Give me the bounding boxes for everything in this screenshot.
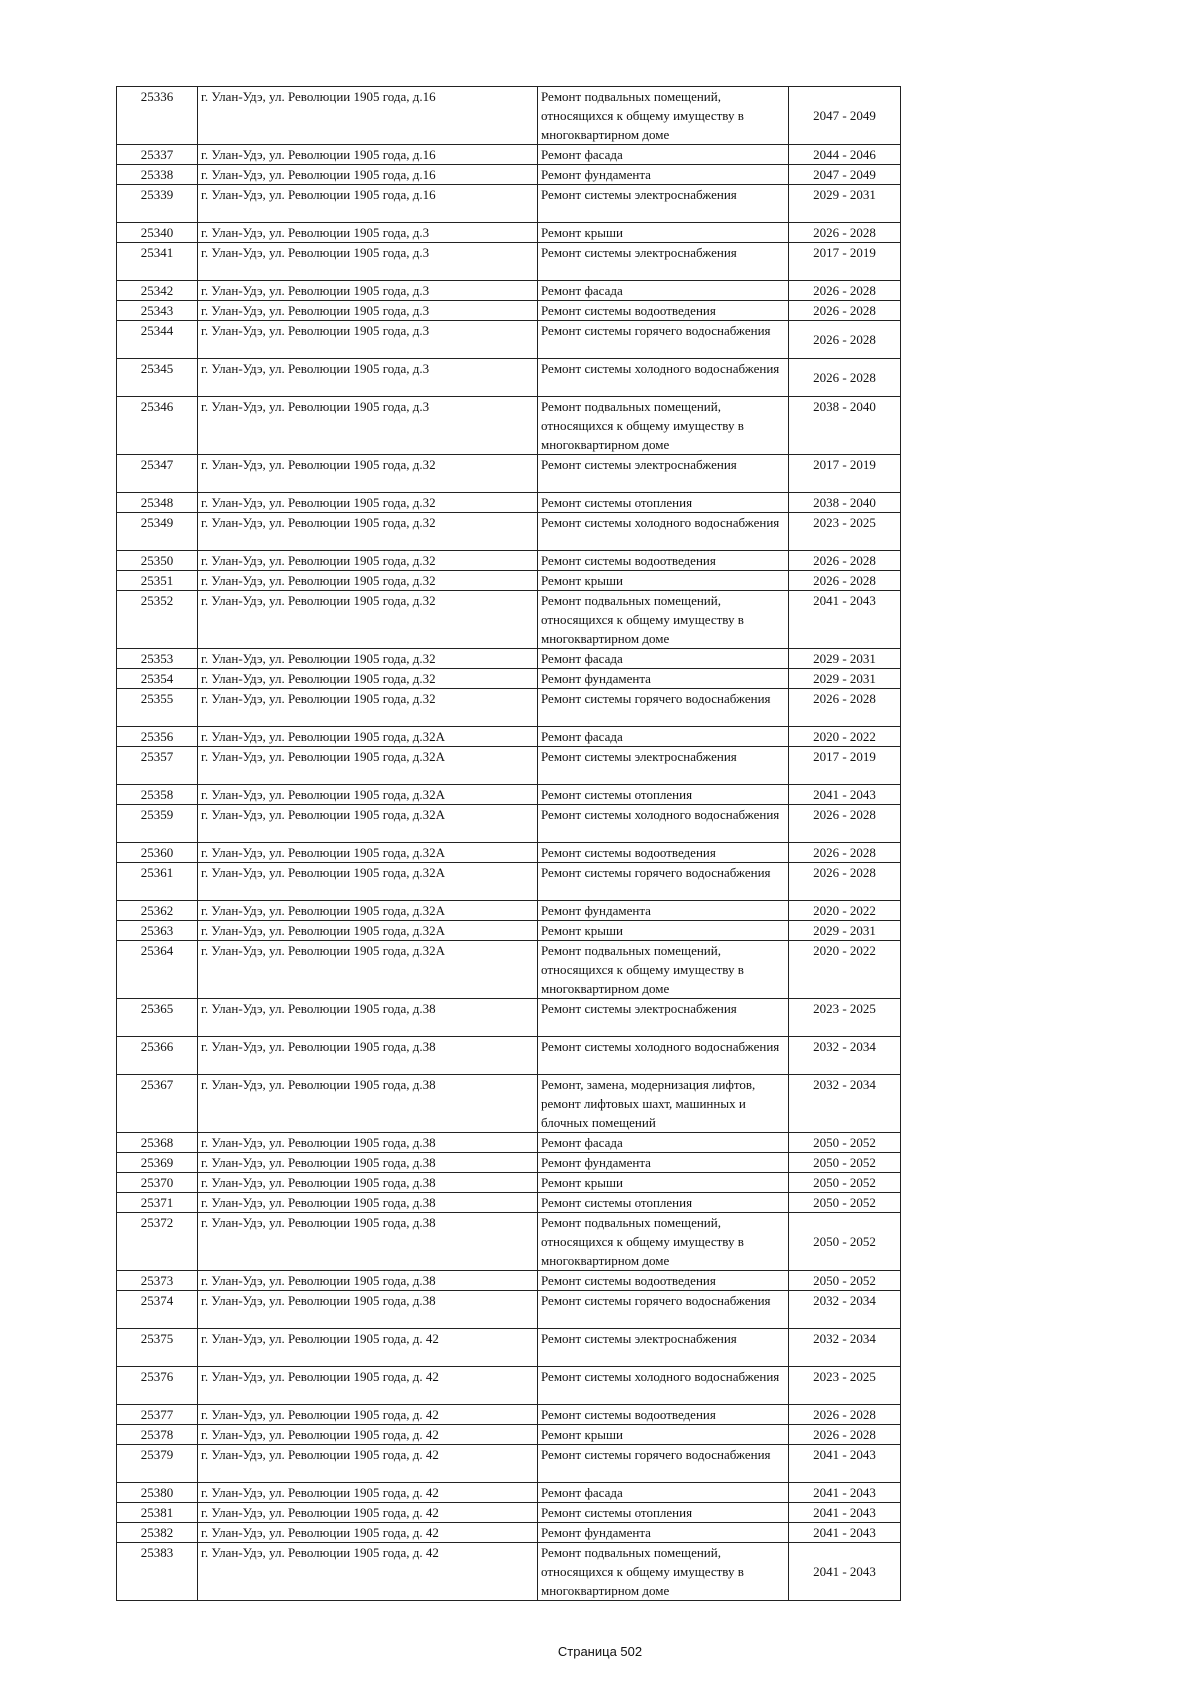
table-row [117, 493, 901, 513]
period-cell: 2038 - 2040 [789, 397, 901, 455]
period-cell: 2050 - 2052 [789, 1271, 901, 1291]
address-cell: г. Улан-Удэ, ул. Революции 1905 года, д.32 [198, 493, 538, 513]
address-cell: г. Улан-Удэ, ул. Революции 1905 года, д.38 [198, 1037, 538, 1075]
work-type-cell: Ремонт крыши [538, 571, 789, 591]
address-cell: г. Улан-Удэ, ул. Революции 1905 года, д.3 [198, 359, 538, 397]
row-number: 25337 [117, 145, 198, 165]
period-cell: 2029 - 2031 [789, 921, 901, 941]
repair-schedule-table [116, 86, 901, 1601]
period-cell: 2050 - 2052 [789, 1153, 901, 1173]
table-body [117, 87, 901, 1601]
address-cell: г. Улан-Удэ, ул. Революции 1905 года, д.3 [198, 397, 538, 455]
work-type-cell: Ремонт системы водоотведения [538, 301, 789, 321]
work-type-cell: Ремонт подвальных помещений, относящихся к общему имуществу в многоквартирном доме [538, 1213, 789, 1271]
table-row [117, 1153, 901, 1173]
address-cell: г. Улан-Удэ, ул. Революции 1905 года, д. 42 [198, 1523, 538, 1543]
table-row [117, 669, 901, 689]
work-type-cell: Ремонт системы электроснабжения [538, 999, 789, 1037]
table-row [117, 1037, 901, 1075]
table-row [117, 321, 901, 359]
period-cell: 2026 - 2028 [789, 571, 901, 591]
work-type-cell: Ремонт фундамента [538, 165, 789, 185]
table-row [117, 1503, 901, 1523]
page-number: Страница 502 [557, 1644, 643, 1659]
row-number: 25354 [117, 669, 198, 689]
address-cell: г. Улан-Удэ, ул. Революции 1905 года, д.3 [198, 281, 538, 301]
row-number: 25355 [117, 689, 198, 727]
row-number: 25372 [117, 1213, 198, 1271]
row-number: 25382 [117, 1523, 198, 1543]
address-cell: г. Улан-Удэ, ул. Революции 1905 года, д.3 [198, 301, 538, 321]
table-row [117, 223, 901, 243]
period-cell: 2026 - 2028 [789, 863, 901, 901]
work-type-cell: Ремонт системы холодного водоснабжения [538, 1037, 789, 1075]
work-type-cell: Ремонт системы отопления [538, 493, 789, 513]
work-type-cell: Ремонт фундамента [538, 669, 789, 689]
period-cell: 2026 - 2028 [789, 551, 901, 571]
work-type-cell: Ремонт системы горячего водоснабжения [538, 1291, 789, 1329]
address-cell: г. Улан-Удэ, ул. Революции 1905 года, д. 42 [198, 1543, 538, 1601]
period-cell: 2023 - 2025 [789, 1367, 901, 1405]
table-row [117, 397, 901, 455]
work-type-cell: Ремонт системы отопления [538, 785, 789, 805]
address-cell: г. Улан-Удэ, ул. Революции 1905 года, д.32А [198, 843, 538, 863]
row-number: 25369 [117, 1153, 198, 1173]
table-row [117, 1133, 901, 1153]
work-type-cell: Ремонт фасада [538, 281, 789, 301]
row-number: 25371 [117, 1193, 198, 1213]
address-cell: г. Улан-Удэ, ул. Революции 1905 года, д.16 [198, 165, 538, 185]
address-cell: г. Улан-Удэ, ул. Революции 1905 года, д.38 [198, 1271, 538, 1291]
table-row [117, 901, 901, 921]
table-row [117, 747, 901, 785]
work-type-cell: Ремонт системы электроснабжения [538, 243, 789, 281]
address-cell: г. Улан-Удэ, ул. Революции 1905 года, д.16 [198, 185, 538, 223]
row-number: 25351 [117, 571, 198, 591]
row-number: 25341 [117, 243, 198, 281]
work-type-cell: Ремонт системы горячего водоснабжения [538, 321, 789, 359]
period-cell: 2050 - 2052 [789, 1213, 901, 1271]
table-row [117, 165, 901, 185]
table-row [117, 805, 901, 843]
table-row [117, 591, 901, 649]
work-type-cell: Ремонт фундамента [538, 1523, 789, 1543]
table-row [117, 921, 901, 941]
row-number: 25360 [117, 843, 198, 863]
period-cell: 2020 - 2022 [789, 901, 901, 921]
row-number: 25362 [117, 901, 198, 921]
table-row [117, 301, 901, 321]
address-cell: г. Улан-Удэ, ул. Революции 1905 года, д.32 [198, 591, 538, 649]
table-row [117, 689, 901, 727]
address-cell: г. Улан-Удэ, ул. Революции 1905 года, д.38 [198, 1173, 538, 1193]
table-row [117, 649, 901, 669]
address-cell: г. Улан-Удэ, ул. Революции 1905 года, д.32 [198, 513, 538, 551]
work-type-cell: Ремонт системы водоотведения [538, 551, 789, 571]
row-number: 25376 [117, 1367, 198, 1405]
table-row [117, 1213, 901, 1271]
period-cell: 2026 - 2028 [789, 223, 901, 243]
address-cell: г. Улан-Удэ, ул. Революции 1905 года, д.38 [198, 999, 538, 1037]
period-cell: 2050 - 2052 [789, 1133, 901, 1153]
table-row [117, 1075, 901, 1133]
row-number: 25373 [117, 1271, 198, 1291]
address-cell: г. Улан-Удэ, ул. Революции 1905 года, д.32 [198, 649, 538, 669]
row-number: 25365 [117, 999, 198, 1037]
row-number: 25356 [117, 727, 198, 747]
address-cell: г. Улан-Удэ, ул. Революции 1905 года, д.16 [198, 145, 538, 165]
row-number: 25345 [117, 359, 198, 397]
address-cell: г. Улан-Удэ, ул. Революции 1905 года, д.32А [198, 921, 538, 941]
address-cell: г. Улан-Удэ, ул. Революции 1905 года, д.3 [198, 321, 538, 359]
table-row [117, 1405, 901, 1425]
row-number: 25374 [117, 1291, 198, 1329]
address-cell: г. Улан-Удэ, ул. Революции 1905 года, д.3 [198, 223, 538, 243]
period-cell: 2032 - 2034 [789, 1291, 901, 1329]
address-cell: г. Улан-Удэ, ул. Революции 1905 года, д.38 [198, 1075, 538, 1133]
address-cell: г. Улан-Удэ, ул. Революции 1905 года, д. 42 [198, 1367, 538, 1405]
work-type-cell: Ремонт подвальных помещений, относящихся к общему имуществу в многоквартирном доме [538, 591, 789, 649]
work-type-cell: Ремонт системы водоотведения [538, 1271, 789, 1291]
row-number: 25339 [117, 185, 198, 223]
row-number: 25342 [117, 281, 198, 301]
address-cell: г. Улан-Удэ, ул. Революции 1905 года, д.38 [198, 1213, 538, 1271]
row-number: 25377 [117, 1405, 198, 1425]
address-cell: г. Улан-Удэ, ул. Революции 1905 года, д. 42 [198, 1483, 538, 1503]
period-cell: 2017 - 2019 [789, 243, 901, 281]
table-row [117, 1367, 901, 1405]
period-cell: 2017 - 2019 [789, 455, 901, 493]
table-row [117, 1291, 901, 1329]
row-number: 25338 [117, 165, 198, 185]
address-cell: г. Улан-Удэ, ул. Революции 1905 года, д.32А [198, 785, 538, 805]
period-cell: 2026 - 2028 [789, 359, 901, 397]
row-number: 25380 [117, 1483, 198, 1503]
period-cell: 2020 - 2022 [789, 941, 901, 999]
row-number: 25366 [117, 1037, 198, 1075]
period-cell: 2041 - 2043 [789, 1523, 901, 1543]
period-cell: 2029 - 2031 [789, 185, 901, 223]
row-number: 25347 [117, 455, 198, 493]
address-cell: г. Улан-Удэ, ул. Революции 1905 года, д. 42 [198, 1425, 538, 1445]
period-cell: 2029 - 2031 [789, 669, 901, 689]
row-number: 25336 [117, 87, 198, 145]
table-row [117, 1445, 901, 1483]
address-cell: г. Улан-Удэ, ул. Революции 1905 года, д.32 [198, 669, 538, 689]
work-type-cell: Ремонт системы электроснабжения [538, 455, 789, 493]
row-number: 25353 [117, 649, 198, 669]
work-type-cell: Ремонт системы холодного водоснабжения [538, 513, 789, 551]
row-number: 25361 [117, 863, 198, 901]
work-type-cell: Ремонт, замена, модернизация лифтов, ремонт лифтовых шахт, машинных и блочных помещений [538, 1075, 789, 1133]
work-type-cell: Ремонт системы холодного водоснабжения [538, 359, 789, 397]
work-type-cell: Ремонт системы отопления [538, 1503, 789, 1523]
period-cell: 2041 - 2043 [789, 1503, 901, 1523]
work-type-cell: Ремонт системы электроснабжения [538, 185, 789, 223]
work-type-cell: Ремонт крыши [538, 921, 789, 941]
row-number: 25343 [117, 301, 198, 321]
work-type-cell: Ремонт крыши [538, 223, 789, 243]
table-row [117, 513, 901, 551]
work-type-cell: Ремонт фасада [538, 145, 789, 165]
row-number: 25344 [117, 321, 198, 359]
address-cell: г. Улан-Удэ, ул. Революции 1905 года, д.32А [198, 727, 538, 747]
row-number: 25349 [117, 513, 198, 551]
address-cell: г. Улан-Удэ, ул. Революции 1905 года, д.32 [198, 551, 538, 571]
period-cell: 2041 - 2043 [789, 785, 901, 805]
period-cell: 2020 - 2022 [789, 727, 901, 747]
row-number: 25359 [117, 805, 198, 843]
work-type-cell: Ремонт подвальных помещений, относящихся к общему имуществу в многоквартирном доме [538, 1543, 789, 1601]
table-row [117, 359, 901, 397]
address-cell: г. Улан-Удэ, ул. Революции 1905 года, д.38 [198, 1193, 538, 1213]
work-type-cell: Ремонт крыши [538, 1425, 789, 1445]
work-type-cell: Ремонт системы горячего водоснабжения [538, 689, 789, 727]
period-cell: 2017 - 2019 [789, 747, 901, 785]
row-number: 25348 [117, 493, 198, 513]
period-cell: 2032 - 2034 [789, 1075, 901, 1133]
period-cell: 2038 - 2040 [789, 493, 901, 513]
work-type-cell: Ремонт системы водоотведения [538, 1405, 789, 1425]
table-row [117, 455, 901, 493]
period-cell: 2050 - 2052 [789, 1173, 901, 1193]
address-cell: г. Улан-Удэ, ул. Революции 1905 года, д.3 [198, 243, 538, 281]
period-cell: 2026 - 2028 [789, 805, 901, 843]
work-type-cell: Ремонт системы холодного водоснабжения [538, 1367, 789, 1405]
period-cell: 2023 - 2025 [789, 999, 901, 1037]
row-number: 25340 [117, 223, 198, 243]
period-cell: 2026 - 2028 [789, 843, 901, 863]
row-number: 25370 [117, 1173, 198, 1193]
address-cell: г. Улан-Удэ, ул. Революции 1905 года, д.32А [198, 941, 538, 999]
work-type-cell: Ремонт системы горячего водоснабжения [538, 1445, 789, 1483]
period-cell: 2041 - 2043 [789, 1543, 901, 1601]
address-cell: г. Улан-Удэ, ул. Революции 1905 года, д.38 [198, 1153, 538, 1173]
period-cell: 2032 - 2034 [789, 1037, 901, 1075]
period-cell: 2044 - 2046 [789, 145, 901, 165]
period-cell: 2050 - 2052 [789, 1193, 901, 1213]
table-row [117, 1271, 901, 1291]
row-number: 25368 [117, 1133, 198, 1153]
row-number: 25352 [117, 591, 198, 649]
address-cell: г. Улан-Удэ, ул. Революции 1905 года, д. 42 [198, 1405, 538, 1425]
period-cell: 2047 - 2049 [789, 165, 901, 185]
table-row [117, 87, 901, 145]
work-type-cell: Ремонт фасада [538, 1483, 789, 1503]
table-row [117, 1425, 901, 1445]
period-cell: 2026 - 2028 [789, 301, 901, 321]
table-row [117, 145, 901, 165]
work-type-cell: Ремонт фасада [538, 1133, 789, 1153]
table-row [117, 1329, 901, 1367]
work-type-cell: Ремонт подвальных помещений, относящихся к общему имуществу в многоквартирном доме [538, 397, 789, 455]
table-row [117, 185, 901, 223]
work-type-cell: Ремонт подвальных помещений, относящихся к общему имуществу в многоквартирном доме [538, 87, 789, 145]
period-cell: 2026 - 2028 [789, 281, 901, 301]
address-cell: г. Улан-Удэ, ул. Революции 1905 года, д.32 [198, 455, 538, 493]
address-cell: г. Улан-Удэ, ул. Революции 1905 года, д.32А [198, 747, 538, 785]
work-type-cell: Ремонт фундамента [538, 1153, 789, 1173]
address-cell: г. Улан-Удэ, ул. Революции 1905 года, д.38 [198, 1133, 538, 1153]
row-number: 25357 [117, 747, 198, 785]
row-number: 25378 [117, 1425, 198, 1445]
period-cell: 2041 - 2043 [789, 1483, 901, 1503]
period-cell: 2026 - 2028 [789, 1405, 901, 1425]
address-cell: г. Улан-Удэ, ул. Революции 1905 года, д.32 [198, 689, 538, 727]
work-type-cell: Ремонт фасада [538, 649, 789, 669]
row-number: 25363 [117, 921, 198, 941]
row-number: 25381 [117, 1503, 198, 1523]
row-number: 25350 [117, 551, 198, 571]
table-row [117, 843, 901, 863]
table-row [117, 941, 901, 999]
row-number: 25364 [117, 941, 198, 999]
period-cell: 2023 - 2025 [789, 513, 901, 551]
work-type-cell: Ремонт фасада [538, 727, 789, 747]
row-number: 25383 [117, 1543, 198, 1601]
period-cell: 2047 - 2049 [789, 87, 901, 145]
address-cell: г. Улан-Удэ, ул. Революции 1905 года, д.32А [198, 901, 538, 921]
table-row [117, 1483, 901, 1503]
table-row [117, 1173, 901, 1193]
period-cell: 2029 - 2031 [789, 649, 901, 669]
table-row [117, 551, 901, 571]
row-number: 25346 [117, 397, 198, 455]
work-type-cell: Ремонт крыши [538, 1173, 789, 1193]
row-number: 25379 [117, 1445, 198, 1483]
address-cell: г. Улан-Удэ, ул. Революции 1905 года, д.32 [198, 571, 538, 591]
address-cell: г. Улан-Удэ, ул. Революции 1905 года, д.32А [198, 863, 538, 901]
address-cell: г. Улан-Удэ, ул. Революции 1905 года, д.38 [198, 1291, 538, 1329]
address-cell: г. Улан-Удэ, ул. Революции 1905 года, д. 42 [198, 1503, 538, 1523]
work-type-cell: Ремонт подвальных помещений, относящихся к общему имуществу в многоквартирном доме [538, 941, 789, 999]
work-type-cell: Ремонт системы электроснабжения [538, 747, 789, 785]
row-number: 25375 [117, 1329, 198, 1367]
work-type-cell: Ремонт фундамента [538, 901, 789, 921]
period-cell: 2026 - 2028 [789, 321, 901, 359]
address-cell: г. Улан-Удэ, ул. Революции 1905 года, д. 42 [198, 1329, 538, 1367]
table-row [117, 571, 901, 591]
work-type-cell: Ремонт системы холодного водоснабжения [538, 805, 789, 843]
address-cell: г. Улан-Удэ, ул. Революции 1905 года, д.16 [198, 87, 538, 145]
period-cell: 2026 - 2028 [789, 1425, 901, 1445]
address-cell: г. Улан-Удэ, ул. Революции 1905 года, д.32А [198, 805, 538, 843]
work-type-cell: Ремонт системы электроснабжения [538, 1329, 789, 1367]
table-row [117, 785, 901, 805]
work-type-cell: Ремонт системы отопления [538, 1193, 789, 1213]
table-row [117, 863, 901, 901]
period-cell: 2026 - 2028 [789, 689, 901, 727]
work-type-cell: Ремонт системы водоотведения [538, 843, 789, 863]
table-row [117, 1543, 901, 1601]
row-number: 25367 [117, 1075, 198, 1133]
table-row [117, 1193, 901, 1213]
period-cell: 2032 - 2034 [789, 1329, 901, 1367]
period-cell: 2041 - 2043 [789, 1445, 901, 1483]
address-cell: г. Улан-Удэ, ул. Революции 1905 года, д. 42 [198, 1445, 538, 1483]
table-row [117, 727, 901, 747]
work-type-cell: Ремонт системы горячего водоснабжения [538, 863, 789, 901]
table-row [117, 1523, 901, 1543]
period-cell: 2041 - 2043 [789, 591, 901, 649]
table-row [117, 243, 901, 281]
row-number: 25358 [117, 785, 198, 805]
table-row [117, 999, 901, 1037]
table-row [117, 281, 901, 301]
